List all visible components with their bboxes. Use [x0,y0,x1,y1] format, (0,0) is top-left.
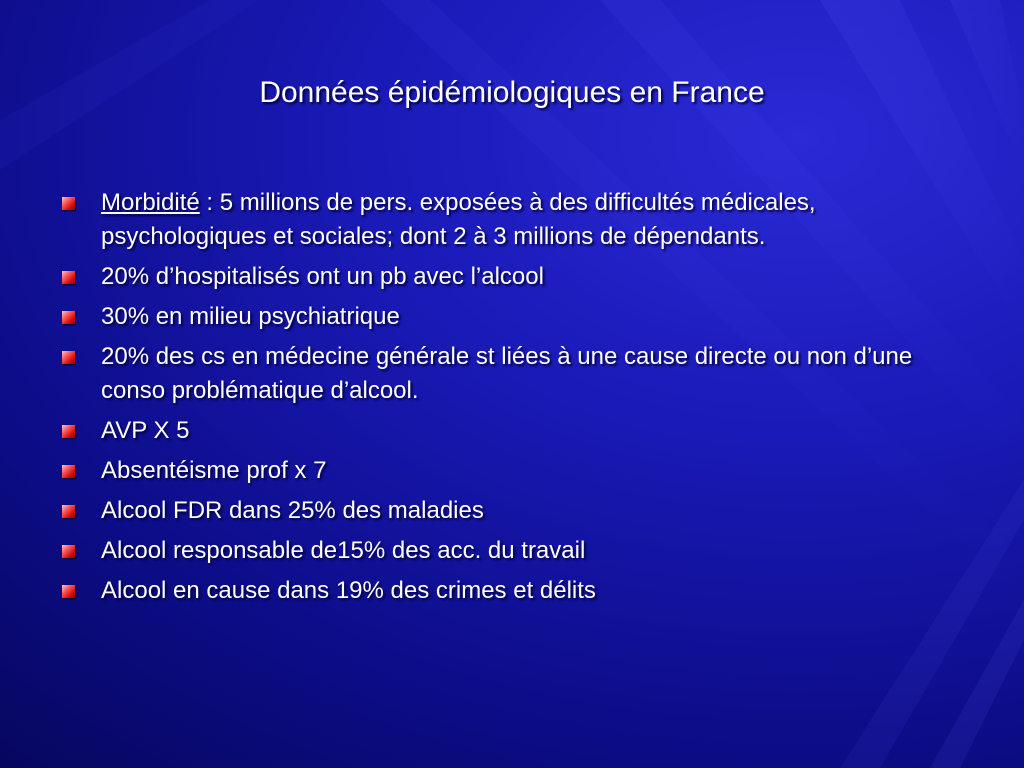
bullet-text: 30% en milieu psychiatrique [101,303,400,330]
red-square-bullet-icon [62,425,75,438]
red-square-bullet-icon [62,351,75,364]
bullet-text: 20% des cs en médecine générale st liées à une cause directe ou non d’une conso problématique d’alcool. [101,343,913,404]
red-square-bullet-icon [62,465,75,478]
red-square-bullet-icon [62,505,75,518]
red-square-bullet-icon [62,585,75,598]
bullet-text: AVP X 5 [101,417,190,444]
bullet-text: : 5 millions de pers. exposées à des difficultés médicales, psychologiques et sociales; dont 2 à 3 millions de dépendants. [101,189,816,250]
bullet-item [62,260,962,294]
red-square-bullet-icon [62,545,75,558]
red-square-bullet-icon [62,197,75,210]
bullet-item [62,534,962,568]
bullet-item [62,414,962,448]
bullet-text: Alcool FDR dans 25% des maladies [101,497,484,524]
bullet-item-morbidite [62,186,962,254]
slide-title: Données épidémiologiques en France [259,76,765,109]
bullet-label-morbidite: Morbidité [101,189,200,216]
bullet-item [62,340,962,408]
bullet-text: Absentéisme prof x 7 [101,457,327,484]
bullet-item [62,494,962,528]
bullet-text: Alcool en cause dans 19% des crimes et délits [101,577,596,604]
bullet-text: Alcool responsable de15% des acc. du travail [101,537,586,564]
bullet-item [62,300,962,334]
red-square-bullet-icon [62,271,75,284]
red-square-bullet-icon [62,311,75,324]
bullet-item [62,574,962,608]
bullet-list [62,186,962,614]
bullet-text: 20% d’hospitalisés ont un pb avec l’alcool [101,263,544,290]
bullet-item [62,454,962,488]
